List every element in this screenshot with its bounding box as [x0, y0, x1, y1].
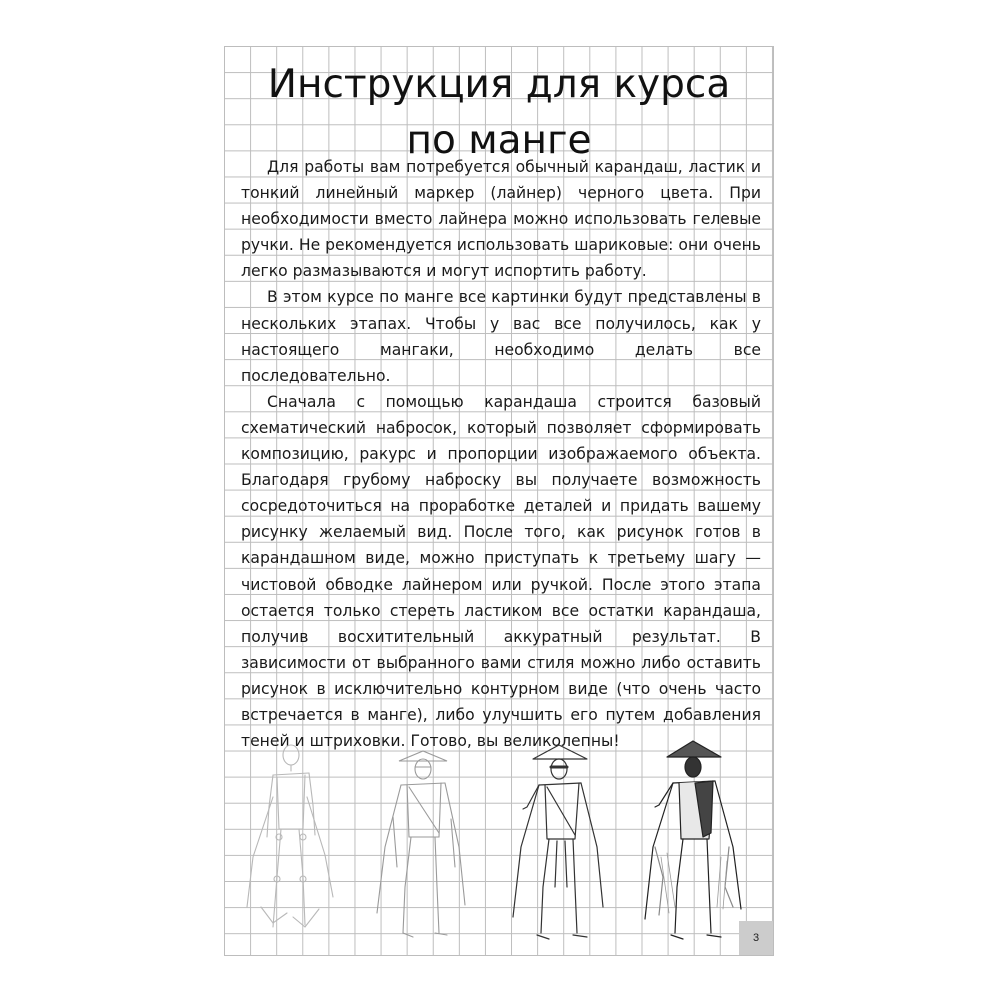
- stage-1-sketch-figure: [233, 737, 343, 955]
- stage-3-lineart-figure: [503, 737, 613, 955]
- paragraph-materials: Для работы вам потребуется обычный карандаш, ластик и тонкий линейный маркер (лайнер) черного цвета. При необходимости вместо лайнера можно использовать гелевые ручки. Не рекомендуется использовать шариковые: они очень легко размазываются и могут испортить работу.: [241, 158, 761, 281]
- paragraph-stages: В этом курсе по манге все картинки будут представлены в нескольких этапах. Чтобы у вас все получилось, как у настоящего мангаки, необходимо делать все последовательно.: [241, 288, 761, 385]
- book-page: [224, 46, 774, 956]
- drawing-stages-illustration: [233, 737, 763, 955]
- page-number: 3: [739, 921, 773, 955]
- title-line-2: по манге: [406, 118, 592, 163]
- page-title: [225, 57, 773, 169]
- paragraph-process: Сначала с помощью карандаша строится базовый схематический набросок, который позволяет сформировать композицию, ракурс и пропорции изображаемого объекта. Благодаря грубому наброску вы получаете возможность сосредоточиться на проработке деталей и придать вашему рисунку желаемый вид. После того, как рисунок готов в карандашном виде, можно приступать к третьему шагу — чистовой обводке лайнером или ручкой. После этого этапа остается только стереть ластиком все остатки карандаша, получив восхитительный аккуратный результат. В зависимости от выбранного вами стиля можно либо оставить рисунок в исключительно контурном виде (что очень часто встречается в манге), либо улучшить его путем добавления теней и штриховки. Готово, вы великолепны!: [241, 392, 761, 751]
- stage-4-shaded-figure: [633, 737, 753, 955]
- title-line-1: Инструкция для курса: [267, 62, 731, 107]
- stage-2-sketch-figure: [363, 737, 473, 955]
- instructions-text: [241, 154, 761, 754]
